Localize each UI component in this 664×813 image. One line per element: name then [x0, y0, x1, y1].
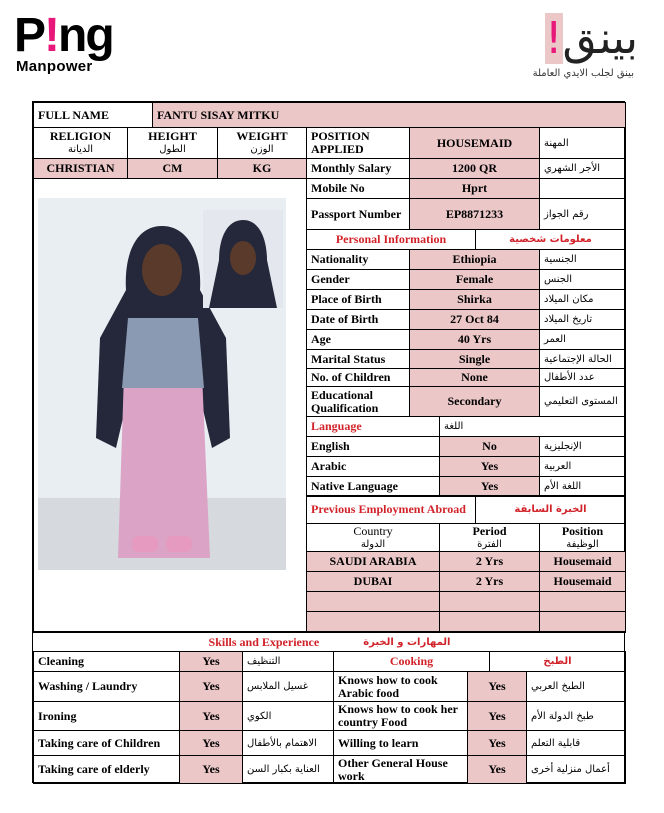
- employment-row-position: [539, 591, 626, 612]
- language-row-arabic: الإنجليزية: [539, 436, 626, 457]
- personal-info-title: Personal Information: [306, 229, 476, 250]
- personal-row-value: Shirka: [409, 289, 540, 310]
- language-row-label: Arabic: [306, 456, 440, 477]
- skill-arabic: غسيل الملابس: [242, 671, 334, 702]
- employment-row-position: [539, 611, 626, 632]
- salary-value: 1200 QR: [409, 158, 540, 179]
- skill-value: Yes: [179, 755, 243, 784]
- employment-row-position: Housemaid: [539, 571, 626, 592]
- employment-row-country: DUBAI: [306, 571, 440, 592]
- cooking-skill-value: Yes: [467, 671, 527, 702]
- passport-value: EP8871233: [409, 198, 540, 230]
- cooking-arabic: الطبخ: [489, 651, 626, 672]
- language-title-arabic: اللغة: [439, 416, 626, 437]
- position-applied-label: POSITION APPLIED: [306, 127, 410, 159]
- position-applied-arabic: المهنة: [539, 127, 626, 159]
- ping-logo-text: P!ng: [14, 9, 113, 62]
- cooking-skill-label: Knows how to cook her country Food: [333, 701, 468, 731]
- religion-value: CHRISTIAN: [33, 158, 128, 179]
- mobile-value: Hprt: [409, 178, 540, 199]
- language-row-label: English: [306, 436, 440, 457]
- skill-label: Washing / Laundry: [33, 671, 180, 702]
- personal-row-arabic: تاريخ الميلاد: [539, 309, 626, 330]
- employment-row-period: [439, 591, 540, 612]
- language-row-value: No: [439, 436, 540, 457]
- language-row-label: Native Language: [306, 476, 440, 497]
- personal-row-value: Female: [409, 269, 540, 290]
- cooking-skill-label: Knows how to cook Arabic food: [333, 671, 468, 702]
- salary-label: Monthly Salary: [306, 158, 410, 179]
- employment-title: Previous Employment Abroad: [306, 495, 476, 524]
- ping-logo: [14, 10, 113, 62]
- skill-label: Ironing: [33, 701, 180, 731]
- personal-row-label: Nationality: [306, 249, 410, 270]
- language-title: Language: [306, 416, 440, 437]
- employment-row-country: SAUDI ARABIA: [306, 551, 440, 572]
- cooking-skill-arabic: الطبخ العربي: [526, 671, 626, 702]
- skill-label: Cleaning: [33, 651, 180, 672]
- personal-row-arabic: الجنس: [539, 269, 626, 290]
- skills-title-bar: [33, 632, 626, 652]
- weight-label: WEIGHT الوزن: [217, 127, 307, 159]
- cooking-skill-value: Yes: [467, 730, 527, 756]
- height-value: CM: [127, 158, 218, 179]
- skills-title-arabic: المهارات و الخبرة: [363, 636, 451, 648]
- personal-row-arabic: العمر: [539, 329, 626, 350]
- skill-value: Yes: [179, 651, 243, 672]
- skill-arabic: الاهتمام بالأطفال: [242, 730, 334, 756]
- height-label: HEIGHT الطول: [127, 127, 218, 159]
- skills-title: Skills and Experience: [208, 634, 320, 649]
- language-row-value: Yes: [439, 476, 540, 497]
- personal-row-value: None: [409, 368, 540, 387]
- employment-row-period: 2 Yrs: [439, 551, 540, 572]
- employment-row-position: Housemaid: [539, 551, 626, 572]
- skill-arabic: الكوي: [242, 701, 334, 731]
- passport-arabic: رقم الجواز: [539, 198, 626, 230]
- personal-row-value: 27 Oct 84: [409, 309, 540, 330]
- cooking-skill-arabic: طبخ الدولة الأم: [526, 701, 626, 731]
- language-row-value: Yes: [439, 456, 540, 477]
- mobile-arabic: [539, 178, 626, 199]
- passport-label: Passport Number: [306, 198, 410, 230]
- portrait-illustration: [203, 210, 283, 308]
- employment-row-country: [306, 611, 440, 632]
- employment-title-arabic: الخبرة السابقة: [475, 495, 626, 524]
- personal-row-arabic: المستوى التعليمي: [539, 386, 626, 417]
- personal-row-label: No. of Children: [306, 368, 410, 387]
- personal-row-arabic: مكان الميلاد: [539, 289, 626, 310]
- personal-row-label: Age: [306, 329, 410, 350]
- cooking-label: Cooking: [333, 651, 490, 672]
- mobile-label: Mobile No: [306, 178, 410, 199]
- personal-info-title-arabic: معلومات شخصية: [475, 229, 626, 250]
- skill-value: Yes: [179, 671, 243, 702]
- personal-row-label: Gender: [306, 269, 410, 290]
- personal-row-label: Date of Birth: [306, 309, 410, 330]
- skill-arabic: العناية بكبار السن: [242, 755, 334, 784]
- personal-row-value: Secondary: [409, 386, 540, 417]
- skill-label: Taking care of Children: [33, 730, 180, 756]
- cv-sheet: [32, 101, 625, 783]
- cooking-skill-label: Other General House work: [333, 755, 468, 784]
- salary-arabic: الأجر الشهري: [539, 158, 626, 179]
- employment-row-period: 2 Yrs: [439, 571, 540, 592]
- cooking-skill-value: Yes: [467, 701, 527, 731]
- col-position: Position الوظيفة: [539, 523, 626, 552]
- position-applied-value: HOUSEMAID: [409, 127, 540, 159]
- personal-row-arabic: الجنسية: [539, 249, 626, 270]
- skill-label: Taking care of elderly: [33, 755, 180, 784]
- language-row-arabic: اللغة الأم: [539, 476, 626, 497]
- employment-row-period: [439, 611, 540, 632]
- personal-row-label: Place of Birth: [306, 289, 410, 310]
- arabic-logo: !ﺑﻴﻨﻖ: [544, 13, 638, 64]
- cooking-skill-arabic: أعمال منزلية أخرى: [526, 755, 626, 784]
- cooking-skill-arabic: قابلية التعلم: [526, 730, 626, 756]
- religion-label: RELIGION الديانة: [33, 127, 128, 159]
- skill-value: Yes: [179, 701, 243, 731]
- personal-row-label: Marital Status: [306, 349, 410, 369]
- full-name-value: FANTU SISAY MITKU: [152, 102, 626, 128]
- full-name-label: FULL NAME: [33, 102, 153, 128]
- arabic-tagline: بينق لجلب الايدي العاملة: [532, 68, 634, 79]
- personal-row-value: 40 Yrs: [409, 329, 540, 350]
- cooking-skill-label: Willing to learn: [333, 730, 468, 756]
- weight-value: KG: [217, 158, 307, 179]
- personal-row-arabic: عدد الأطفال: [539, 368, 626, 387]
- col-period: Period الفترة: [439, 523, 540, 552]
- language-row-arabic: العربية: [539, 456, 626, 477]
- personal-row-value: Single: [409, 349, 540, 369]
- cooking-skill-value: Yes: [467, 755, 527, 784]
- skill-arabic: التنظيف: [242, 651, 334, 672]
- personal-row-arabic: الحالة الإجتماعية: [539, 349, 626, 369]
- skill-value: Yes: [179, 730, 243, 756]
- manpower-logo-text: Manpower: [16, 58, 93, 75]
- personal-row-label: Educational Qualification: [306, 386, 410, 417]
- personal-row-value: Ethiopia: [409, 249, 540, 270]
- passport-photo: [203, 210, 283, 308]
- col-country: Country الدولة: [306, 523, 440, 552]
- employment-row-country: [306, 591, 440, 612]
